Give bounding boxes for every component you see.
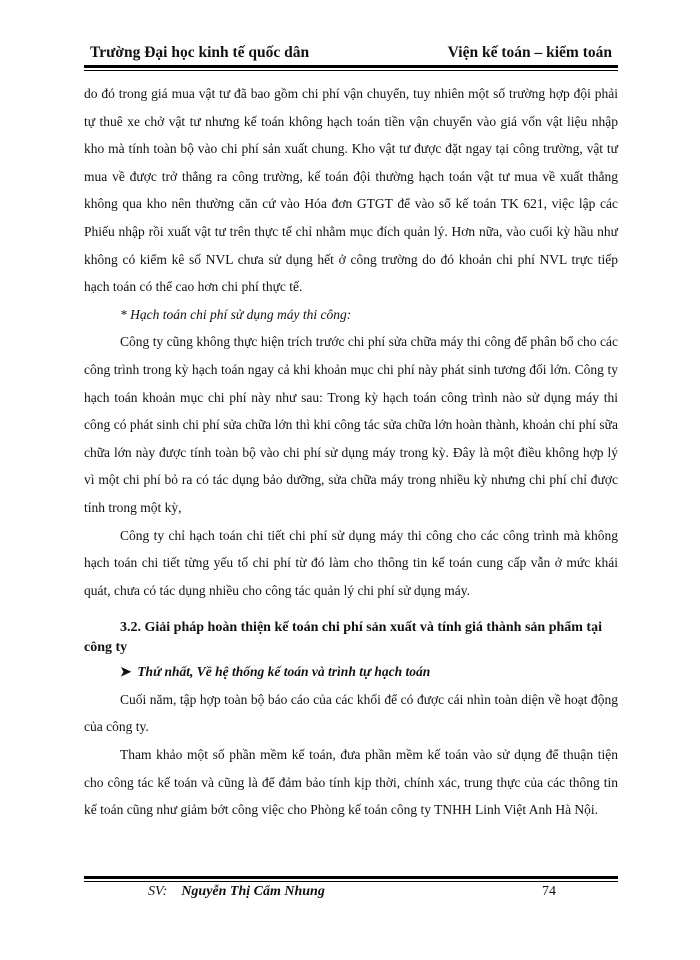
paragraph-year-end: Cuối năm, tập hợp toàn bộ báo cáo của các khối để có được cái nhìn toàn diện về hoạt động của công ty. bbox=[84, 691, 618, 735]
footer-sv-label: SV: bbox=[148, 884, 168, 899]
paragraph-software: Tham khảo một số phần mềm kế toán, đưa phần mềm kế toán vào sử dụng để thuận tiện cho công tác kế toán và cũng là để đảm bảo tính kịp thời, chính xác, trung thực của các thông tin kế toán cũng như giảm bớt công việc cho Phòng kế toán công ty TNHH Linh Việt Anh Hà Nội. bbox=[84, 747, 618, 818]
page-header bbox=[84, 40, 618, 66]
page-footer bbox=[84, 884, 618, 906]
page-body bbox=[84, 80, 618, 824]
footer-student bbox=[148, 884, 325, 900]
first-solution-heading bbox=[84, 658, 618, 686]
footer-student-name: Nguyễn Thị Cẩm Nhung bbox=[181, 884, 325, 899]
paragraph-machine-detail: Công ty chỉ hạch toán chi tiết chi phí sử dụng máy thi công cho các công trình mà không hạch toán chi tiết từng yếu tố chi phí từ đó làm cho thông tin kế toán cung cấp vẫn ở mức khái quát, chưa có tác dụng nhiều cho công tác quản lý chi phí sử dụng máy. bbox=[84, 527, 618, 598]
page-number: 74 bbox=[542, 884, 556, 899]
paragraph-materials: do đó trong giá mua vật tư đã bao gồm chi phí vận chuyển, tuy nhiên một số trường hợp đội phải tự thuê xe chở vật tư nhưng kế toán không hạch toán tiền vận chuyển vào giá vốn vật liệu nhập kho mà tính toàn bộ vào chi phí sản xuất chung. Kho vật tư được đặt ngay tại công trường, vật tư mua về được trở thẳng ra công trường, kế toán đội thường hạch toán vật tư mua về xuất thẳng không qua kho nên thường căn cứ vào Hóa đơn GTGT để vào sổ kế toán TK 621, việc lập các Phiếu nhập rồi xuất vật tư trên thực tế chỉ nhằm mục đích quản lý. Hơn nữa, vào cuối kỳ hầu như không có kiểm kê số NVL chưa sử dụng hết ở công trường do đó khoản chi phí NVL trực tiếp hạch toán có thể cao hơn chi phí thực tế. bbox=[84, 86, 618, 295]
arrow-bullet-icon: ➤ bbox=[120, 664, 132, 680]
subheading-machine-costs: * Hạch toán chi phí sử dụng máy thi công: bbox=[120, 306, 352, 322]
paragraph-machine-repair: Công ty cũng không thực hiện trích trước chi phí sửa chữa máy thi công để phân bổ cho các công trình trong kỳ hạch toán ngay cả khi khoản mục chi phí này phát sinh tương đối lớn. Công ty hạch toán khoản mục chi phí này như sau: Trong kỳ hạch toán công trình nào sử dụng máy thi công có phát sinh chi phí sửa chữa lớn thì khi công tác sửa chữa lớn hoàn thành, khoản chi phí sữa chữa lớn này được tính toàn bộ vào chi phí sử dụng máy trong kỳ. Đây là một điều không hợp lý vì một chi phí bỏ ra có tác dụng bảo dưỡng, sửa chữa máy trong nhiều kỳ nhưng chi phí chỉ được tính trong một kỳ, bbox=[84, 334, 618, 515]
header-rule-thick bbox=[84, 65, 618, 68]
footer-rule-thick bbox=[84, 876, 618, 879]
section-heading-3-2: 3.2. Giải pháp hoàn thiện kế toán chi phí sản xuất và tính giá thành sản phẩm tại công ty bbox=[84, 620, 602, 656]
header-institute: Viện kế toán – kiểm toán bbox=[447, 44, 612, 61]
footer-rule-thin bbox=[84, 881, 618, 882]
first-solution-label: Thứ nhất, Về hệ thống kế toán và trình tự hạch toán bbox=[137, 664, 431, 680]
header-rule-thin bbox=[84, 70, 618, 71]
header-university: Trường Đại học kinh tế quốc dân bbox=[90, 44, 310, 61]
